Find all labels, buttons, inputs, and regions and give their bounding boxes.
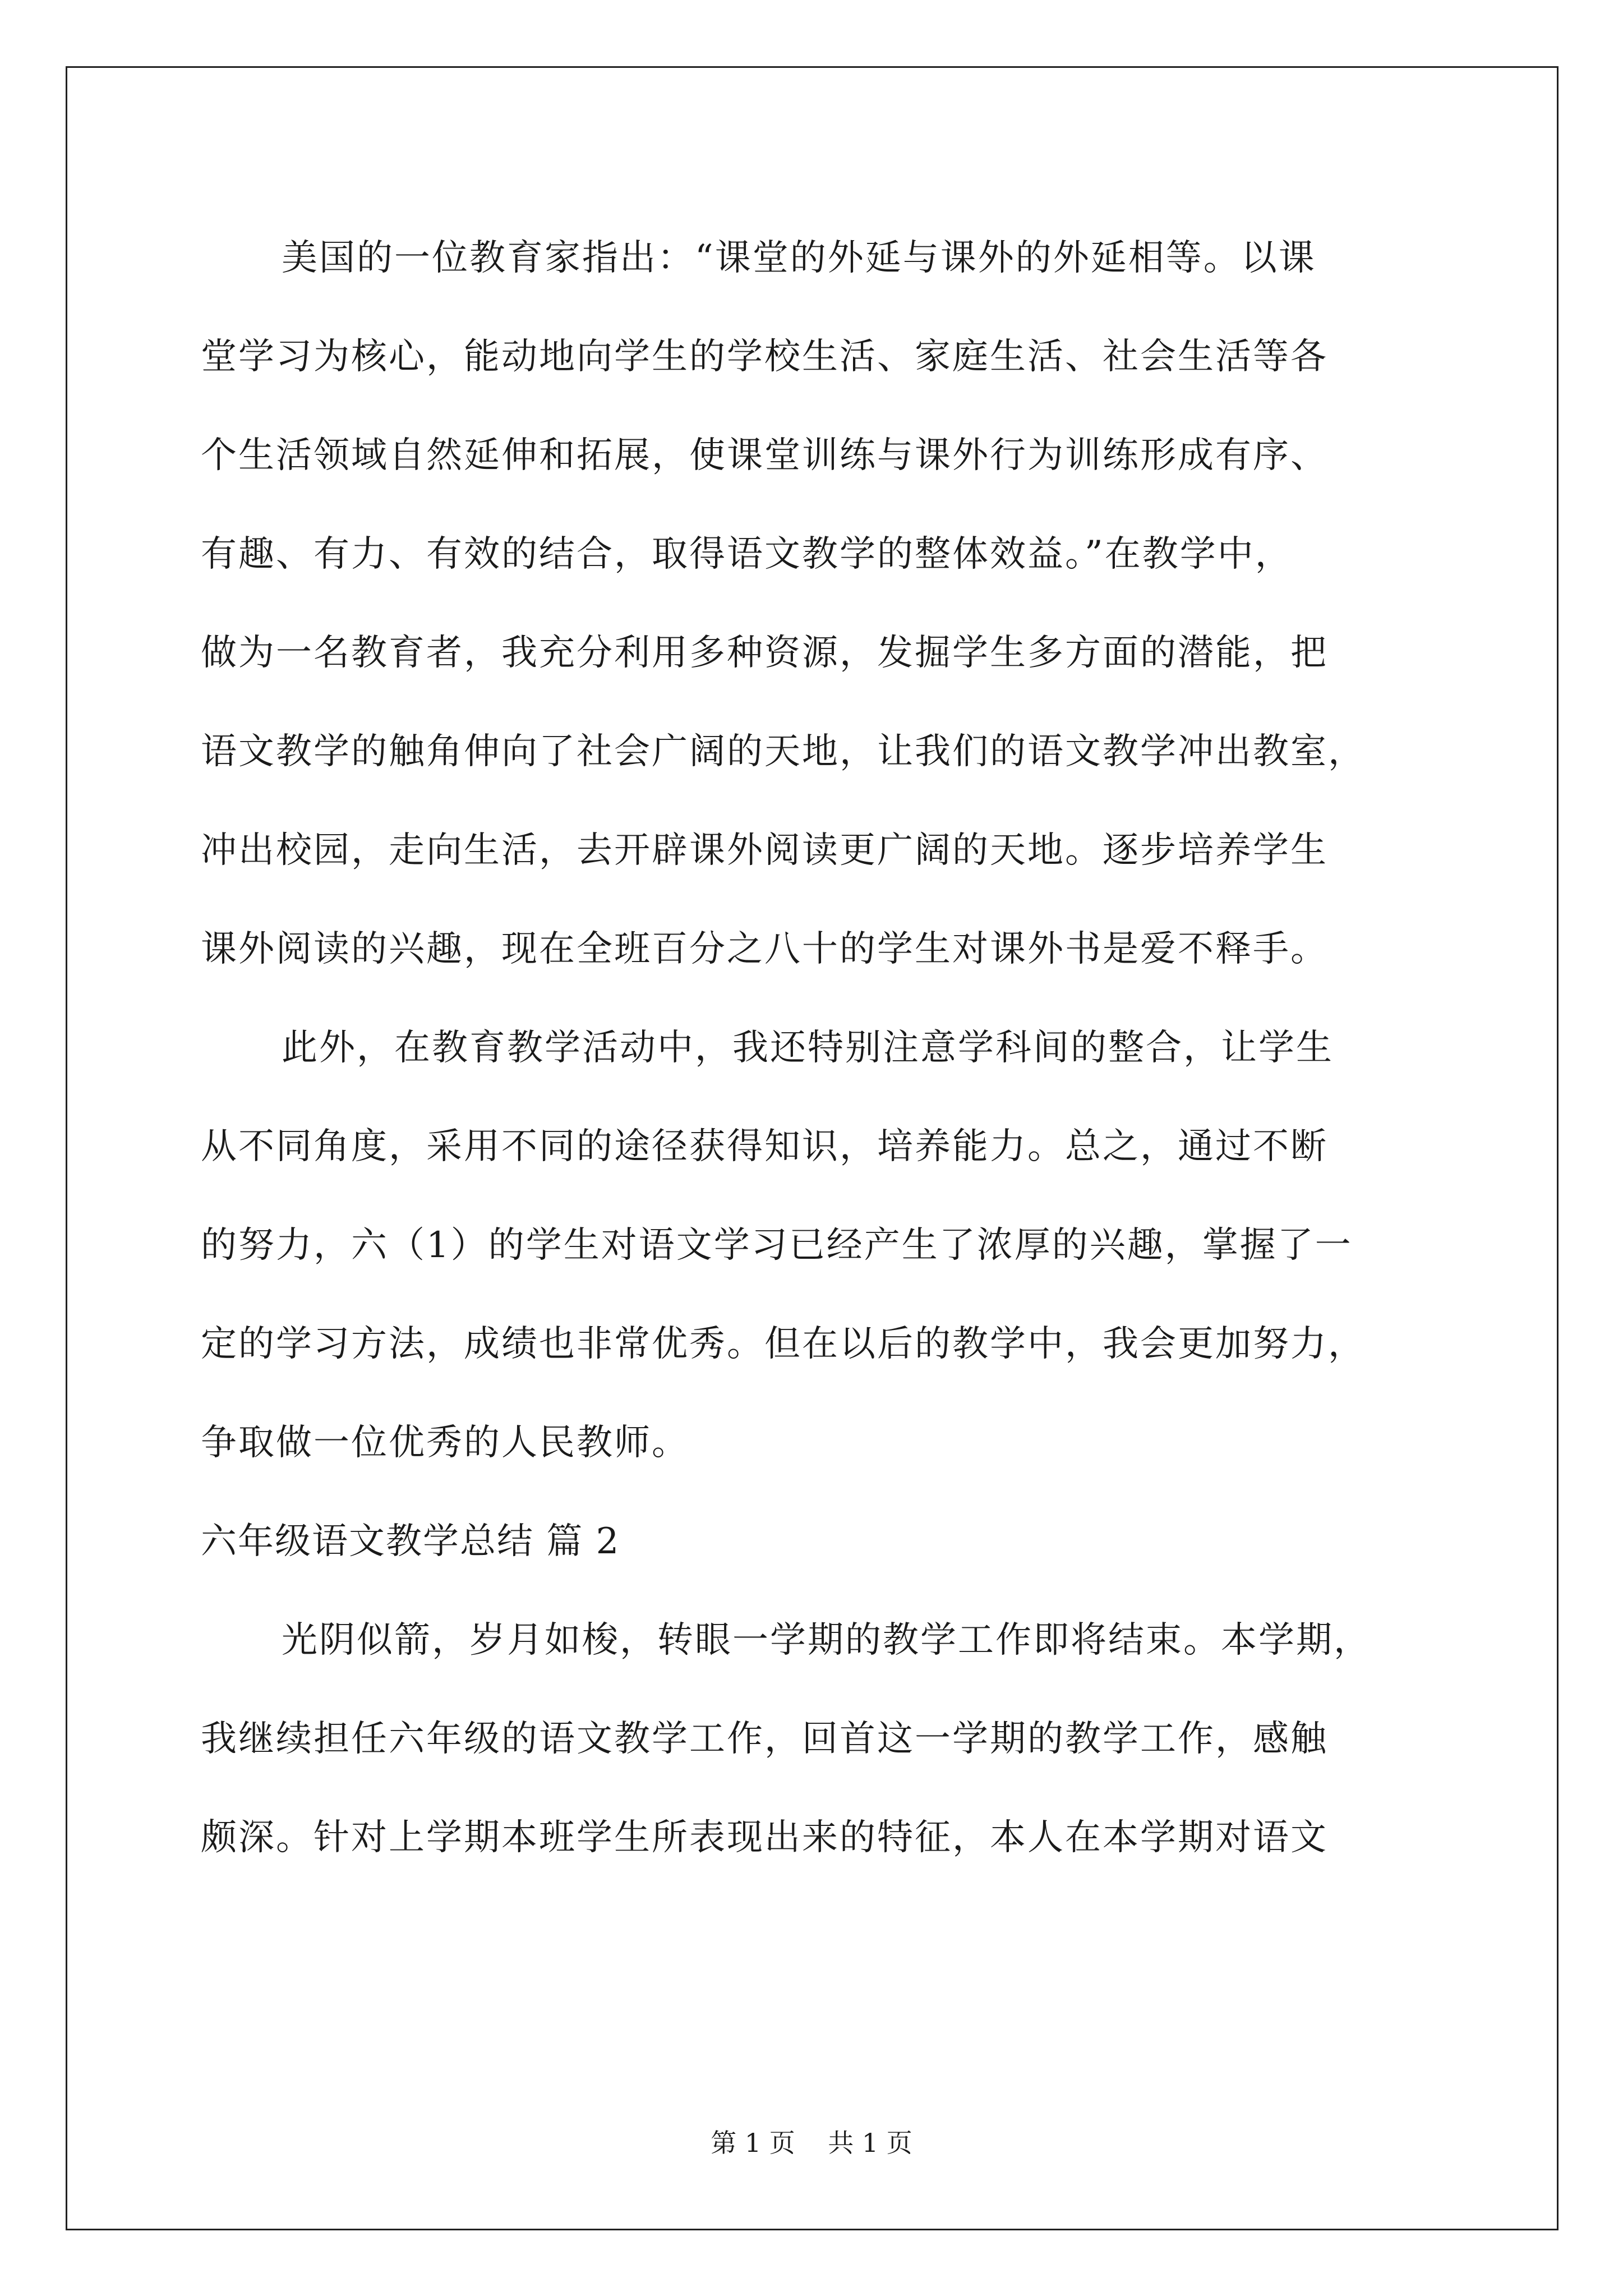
page-total: 共 1 页 (828, 2128, 912, 2158)
text-line: 我继续担任六年级的语文教学工作，回首这一学期的教学工作，感触 (201, 1718, 1328, 1760)
text-line: 的努力，六（1）的学生对语文学习已经产生了浓厚的兴趣，掌握了一 (201, 1225, 1353, 1266)
footer-gap (795, 2128, 828, 2158)
text-line: 争取做一位优秀的人民教师。 (201, 1422, 689, 1464)
text-line: 有趣、有力、有效的结合，取得语文教学的整体效益。”在教学中， (201, 533, 1293, 575)
text-line: 从不同角度，采用不同的途径获得知识，培养能力。总之，通过不断 (201, 1126, 1328, 1167)
text-line: 做为一名教育者，我充分利用多种资源，发掘学生多方面的潜能，把 (201, 632, 1328, 674)
text-line: 此外，在教育教学活动中，我还特别注意学科间的整合，让学生 (282, 1027, 1334, 1069)
text-line: 个生活领域自然延伸和拓展，使课堂训练与课外行为训练形成有序、 (201, 435, 1328, 476)
page-number: 第 1 页 (711, 2128, 795, 2158)
section-heading: 六年级语文教学总结 篇 2 (201, 1521, 620, 1562)
document-body (201, 209, 1435, 1887)
text-line: 堂学习为核心，能动地向学生的学校生活、家庭生活、社会生活等各 (201, 336, 1328, 378)
text-line: 颇深。针对上学期本班学生所表现出来的特征，本人在本学期对语文 (201, 1817, 1328, 1858)
text-line: 美国的一位教育家指出：“课堂的外延与课外的外延相等。以课 (282, 237, 1316, 279)
text-line: 定的学习方法，成绩也非常优秀。但在以后的教学中，我会更加努力， (201, 1323, 1366, 1365)
text-line: 课外阅读的兴趣，现在全班百分之八十的学生对课外书是爱不释手。 (201, 928, 1328, 970)
text-line: 语文教学的触角伸向了社会广阔的天地，让我们的语文教学冲出教室， (201, 731, 1366, 772)
text-line: 光阴似箭，岁月如梭，转眼一学期的教学工作即将结束。本学期， (282, 1619, 1371, 1661)
page-footer (0, 2126, 1623, 2160)
text-line: 冲出校园，走向生活，去开辟课外阅读更广阔的天地。逐步培养学生 (201, 830, 1328, 871)
